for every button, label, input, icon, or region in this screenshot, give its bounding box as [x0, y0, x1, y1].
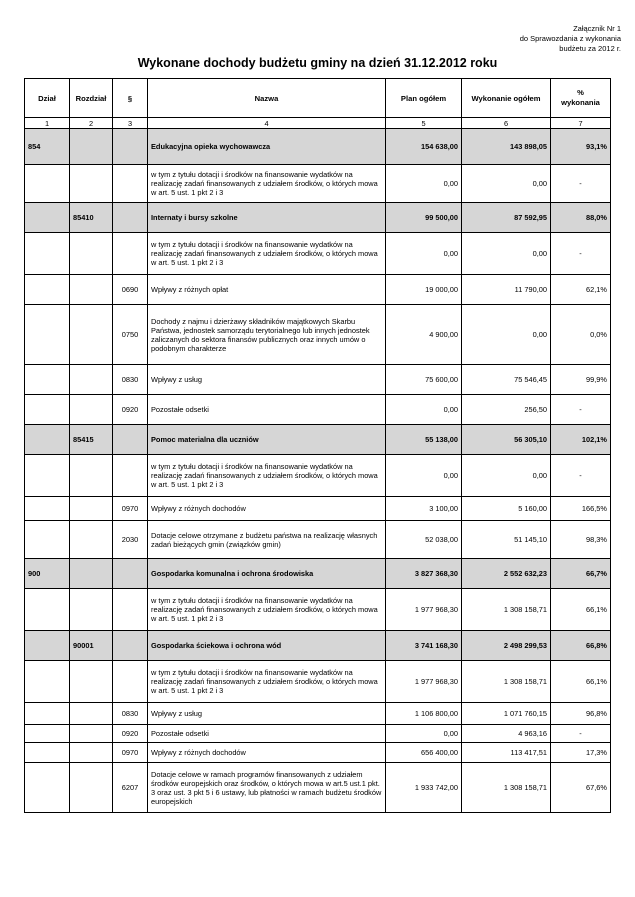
- cell-dzial: [25, 365, 70, 395]
- cell-wykonanie: 113 417,51: [462, 743, 551, 763]
- cell-dzial: [25, 631, 70, 661]
- cell-wykonanie: 5 160,00: [462, 497, 551, 521]
- cell-paragraf: [113, 589, 148, 631]
- cell-dzial: [25, 521, 70, 559]
- cell-procent: 166,5%: [551, 497, 611, 521]
- table-row: [25, 521, 611, 559]
- cell-paragraf: [113, 165, 148, 203]
- cell-nazwa: Wpływy z różnych opłat: [148, 275, 386, 305]
- cell-rozdzial: [70, 233, 113, 275]
- cell-wykonanie: 51 145,10: [462, 521, 551, 559]
- cell-nazwa: w tym z tytułu dotacji i środków na finansowanie wydatków na realizację zadań finansowanych z udziałem środków, o których mowa w art. 5 ust. 1 pkt 2 i 3: [148, 233, 386, 275]
- cell-nazwa: Pozostałe odsetki: [148, 395, 386, 425]
- cell-wykonanie: 2 498 299,53: [462, 631, 551, 661]
- column-number-row: [25, 118, 611, 129]
- cell-rozdzial: [70, 165, 113, 203]
- cell-plan: 3 827 368,30: [386, 559, 462, 589]
- column-number: 5: [386, 118, 462, 129]
- cell-plan: 3 100,00: [386, 497, 462, 521]
- cell-dzial: [25, 497, 70, 521]
- cell-dzial: 854: [25, 129, 70, 165]
- cell-plan: 19 000,00: [386, 275, 462, 305]
- header-rozdzial: Rozdział: [70, 79, 113, 118]
- table-row: [25, 203, 611, 233]
- column-number: 2: [70, 118, 113, 129]
- cell-rozdzial: [70, 129, 113, 165]
- cell-nazwa: Wpływy z różnych dochodów: [148, 497, 386, 521]
- cell-dzial: [25, 725, 70, 743]
- cell-procent: 62,1%: [551, 275, 611, 305]
- cell-nazwa: Internaty i bursy szkolne: [148, 203, 386, 233]
- cell-plan: 55 138,00: [386, 425, 462, 455]
- cell-paragraf: 0970: [113, 497, 148, 521]
- revenue-table: [24, 78, 611, 813]
- cell-plan: 99 500,00: [386, 203, 462, 233]
- cell-plan: 0,00: [386, 233, 462, 275]
- cell-rozdzial: [70, 305, 113, 365]
- cell-procent: 96,8%: [551, 703, 611, 725]
- cell-rozdzial: [70, 589, 113, 631]
- cell-nazwa: w tym z tytułu dotacji i środków na finansowanie wydatków na realizację zadań finansowanych z udziałem środków, o których mowa w art. 5 ust. 1 pkt 2 i 3: [148, 661, 386, 703]
- cell-paragraf: 0920: [113, 395, 148, 425]
- header-nazwa: Nazwa: [148, 79, 386, 118]
- cell-plan: 0,00: [386, 165, 462, 203]
- cell-plan: 3 741 168,30: [386, 631, 462, 661]
- cell-rozdzial: [70, 455, 113, 497]
- cell-procent: 88,0%: [551, 203, 611, 233]
- cell-rozdzial: [70, 725, 113, 743]
- table-row: [25, 233, 611, 275]
- cell-paragraf: [113, 129, 148, 165]
- attachment-note: [520, 24, 621, 54]
- cell-nazwa: Wpływy z usług: [148, 365, 386, 395]
- cell-plan: 75 600,00: [386, 365, 462, 395]
- cell-dzial: [25, 203, 70, 233]
- cell-wykonanie: 2 552 632,23: [462, 559, 551, 589]
- cell-paragraf: [113, 661, 148, 703]
- cell-rozdzial: [70, 497, 113, 521]
- cell-rozdzial: [70, 703, 113, 725]
- cell-wykonanie: 143 898,05: [462, 129, 551, 165]
- cell-paragraf: 0830: [113, 703, 148, 725]
- cell-rozdzial: 85410: [70, 203, 113, 233]
- cell-plan: 52 038,00: [386, 521, 462, 559]
- cell-nazwa: Pozostałe odsetki: [148, 725, 386, 743]
- cell-wykonanie: 75 546,45: [462, 365, 551, 395]
- cell-dzial: [25, 661, 70, 703]
- cell-nazwa: Edukacyjna opieka wychowawcza: [148, 129, 386, 165]
- cell-dzial: [25, 703, 70, 725]
- cell-rozdzial: 85415: [70, 425, 113, 455]
- cell-paragraf: [113, 455, 148, 497]
- cell-plan: 154 638,00: [386, 129, 462, 165]
- table-row: [25, 631, 611, 661]
- header-dzial: Dział: [25, 79, 70, 118]
- cell-dzial: [25, 233, 70, 275]
- cell-procent: -: [551, 165, 611, 203]
- cell-wykonanie: 0,00: [462, 455, 551, 497]
- header-paragraf: §: [113, 79, 148, 118]
- cell-procent: 66,1%: [551, 589, 611, 631]
- column-number: 1: [25, 118, 70, 129]
- cell-dzial: [25, 425, 70, 455]
- cell-procent: 66,7%: [551, 559, 611, 589]
- cell-dzial: [25, 165, 70, 203]
- cell-wykonanie: 1 308 158,71: [462, 661, 551, 703]
- table-body: [25, 129, 611, 813]
- attachment-line-3: budżetu za 2012 r.: [559, 44, 621, 53]
- cell-dzial: [25, 743, 70, 763]
- cell-plan: 0,00: [386, 455, 462, 497]
- cell-rozdzial: [70, 661, 113, 703]
- cell-plan: 0,00: [386, 395, 462, 425]
- cell-procent: 17,3%: [551, 743, 611, 763]
- cell-paragraf: 2030: [113, 521, 148, 559]
- table-row: [25, 455, 611, 497]
- cell-procent: -: [551, 455, 611, 497]
- cell-paragraf: [113, 559, 148, 589]
- cell-plan: 1 977 968,30: [386, 589, 462, 631]
- cell-paragraf: [113, 233, 148, 275]
- cell-dzial: [25, 395, 70, 425]
- cell-wykonanie: 4 963,16: [462, 725, 551, 743]
- table-row: [25, 365, 611, 395]
- cell-nazwa: Wpływy z usług: [148, 703, 386, 725]
- column-number: 7: [551, 118, 611, 129]
- cell-dzial: [25, 275, 70, 305]
- table-row: [25, 725, 611, 743]
- cell-nazwa: Gospodarka ściekowa i ochrona wód: [148, 631, 386, 661]
- cell-paragraf: 0830: [113, 365, 148, 395]
- page-title: Wykonane dochody budżetu gminy na dzień 31.12.2012 roku: [137, 56, 498, 70]
- column-number: 6: [462, 118, 551, 129]
- cell-rozdzial: [70, 275, 113, 305]
- header-wykonanie: Wykonanie ogółem: [462, 79, 551, 118]
- cell-procent: 93,1%: [551, 129, 611, 165]
- cell-paragraf: [113, 631, 148, 661]
- cell-plan: 1 933 742,00: [386, 763, 462, 813]
- cell-plan: 0,00: [386, 725, 462, 743]
- table-row: [25, 763, 611, 813]
- cell-plan: 656 400,00: [386, 743, 462, 763]
- attachment-line-2: do Sprawozdania z wykonania: [519, 34, 621, 43]
- cell-dzial: 900: [25, 559, 70, 589]
- cell-nazwa: Dotacje celowe otrzymane z budżetu państwa na realizację własnych zadań bieżących gmin (związków gmin): [148, 521, 386, 559]
- header-procent: [551, 79, 611, 118]
- cell-wykonanie: 11 790,00: [462, 275, 551, 305]
- cell-procent: 98,3%: [551, 521, 611, 559]
- cell-wykonanie: 56 305,10: [462, 425, 551, 455]
- cell-nazwa: Dochody z najmu i dzierżawy składników majątkowych Skarbu Państwa, jednostek samorządu terytorialnego lub innych jednostek zaliczanych do sektora finansów publicznych oraz innych umów o podobnym charakterze: [148, 305, 386, 365]
- table-row: [25, 589, 611, 631]
- cell-paragraf: [113, 425, 148, 455]
- cell-procent: 67,6%: [551, 763, 611, 813]
- attachment-line-1: Załącznik Nr 1: [573, 24, 621, 33]
- table-row: [25, 425, 611, 455]
- cell-paragraf: 0920: [113, 725, 148, 743]
- table-row: [25, 497, 611, 521]
- header-row: [25, 79, 611, 118]
- cell-wykonanie: 0,00: [462, 233, 551, 275]
- cell-rozdzial: [70, 521, 113, 559]
- cell-procent: 102,1%: [551, 425, 611, 455]
- cell-nazwa: w tym z tytułu dotacji i środków na finansowanie wydatków na realizację zadań finansowanych z udziałem środków, o których mowa w art. 5 ust. 1 pkt 2 i 3: [148, 455, 386, 497]
- cell-nazwa: Dotacje celowe w ramach programów finansowanych z udziałem środków europejskich oraz środków, o których mowa w art.5 ust.1 pkt. 3 oraz ust. 3 pkt 5 i 6 ustawy, lub płatności w ramach budżetu środków europejskich: [148, 763, 386, 813]
- cell-rozdzial: [70, 763, 113, 813]
- cell-wykonanie: 0,00: [462, 165, 551, 203]
- cell-dzial: [25, 305, 70, 365]
- cell-plan: 1 977 968,30: [386, 661, 462, 703]
- cell-rozdzial: 90001: [70, 631, 113, 661]
- table-row: [25, 165, 611, 203]
- cell-wykonanie: 1 071 760,15: [462, 703, 551, 725]
- cell-procent: 66,8%: [551, 631, 611, 661]
- table-row: [25, 743, 611, 763]
- cell-nazwa: Wpływy z różnych dochodów: [148, 743, 386, 763]
- cell-wykonanie: 1 308 158,71: [462, 763, 551, 813]
- cell-nazwa: Gospodarka komunalna i ochrona środowiska: [148, 559, 386, 589]
- header-procent-symbol: %: [577, 88, 584, 97]
- cell-nazwa: w tym z tytułu dotacji i środków na finansowanie wydatków na realizację zadań finansowanych z udziałem środków, o których mowa w art. 5 ust. 1 pkt 2 i 3: [148, 589, 386, 631]
- cell-rozdzial: [70, 395, 113, 425]
- column-number: 3: [113, 118, 148, 129]
- cell-procent: -: [551, 233, 611, 275]
- cell-plan: 1 106 800,00: [386, 703, 462, 725]
- cell-procent: -: [551, 395, 611, 425]
- cell-wykonanie: 1 308 158,71: [462, 589, 551, 631]
- table-row: [25, 305, 611, 365]
- cell-paragraf: 0750: [113, 305, 148, 365]
- cell-nazwa: w tym z tytułu dotacji i środków na finansowanie wydatków na realizację zadań finansowanych z udziałem środków, o których mowa w art. 5 ust. 1 pkt 2 i 3: [148, 165, 386, 203]
- cell-procent: 99,9%: [551, 365, 611, 395]
- cell-dzial: [25, 763, 70, 813]
- cell-wykonanie: 87 592,95: [462, 203, 551, 233]
- table-row: [25, 129, 611, 165]
- table-row: [25, 559, 611, 589]
- cell-procent: 0,0%: [551, 305, 611, 365]
- cell-rozdzial: [70, 365, 113, 395]
- cell-paragraf: 0970: [113, 743, 148, 763]
- table-row: [25, 703, 611, 725]
- cell-wykonanie: 256,50: [462, 395, 551, 425]
- cell-paragraf: 6207: [113, 763, 148, 813]
- header-plan: Plan ogółem: [386, 79, 462, 118]
- cell-paragraf: 0690: [113, 275, 148, 305]
- cell-nazwa: Pomoc materialna dla uczniów: [148, 425, 386, 455]
- column-number: 4: [148, 118, 386, 129]
- table-row: [25, 275, 611, 305]
- header-procent-label: wykonania: [561, 98, 600, 107]
- cell-rozdzial: [70, 559, 113, 589]
- cell-wykonanie: 0,00: [462, 305, 551, 365]
- cell-procent: -: [551, 725, 611, 743]
- table-row: [25, 395, 611, 425]
- cell-procent: 66,1%: [551, 661, 611, 703]
- cell-paragraf: [113, 203, 148, 233]
- cell-dzial: [25, 455, 70, 497]
- cell-plan: 4 900,00: [386, 305, 462, 365]
- cell-rozdzial: [70, 743, 113, 763]
- table-row: [25, 661, 611, 703]
- cell-dzial: [25, 589, 70, 631]
